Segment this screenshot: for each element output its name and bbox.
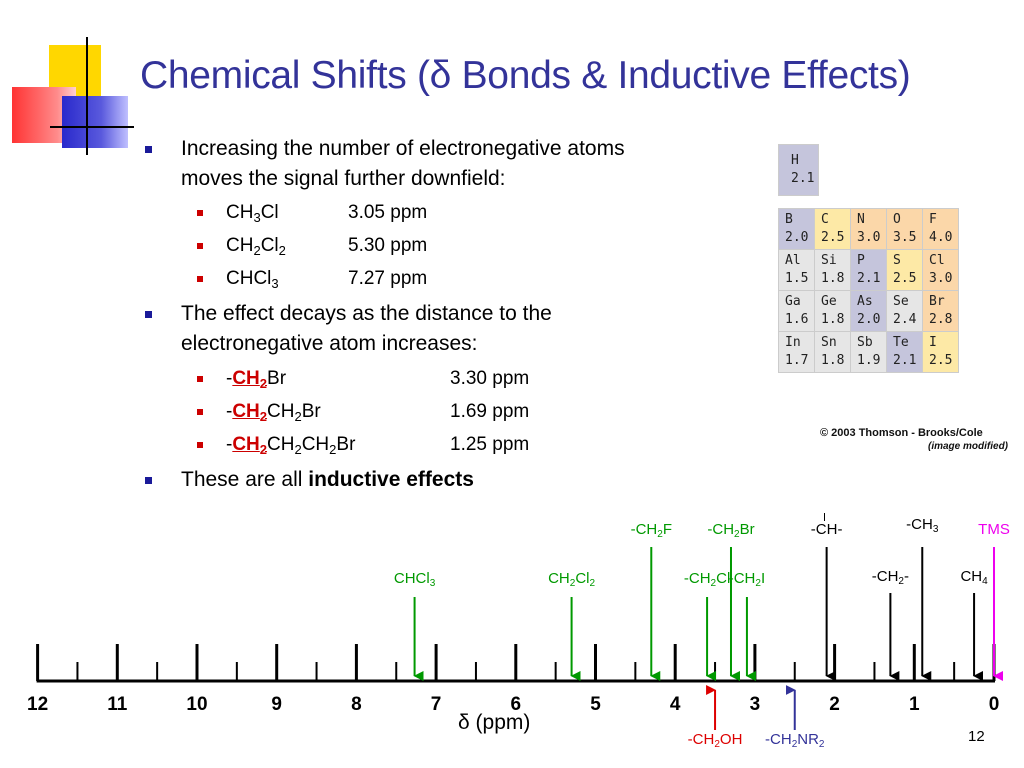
tick-label: 0 bbox=[988, 694, 1000, 715]
shift-marker-label: CHCl$_3$ bbox=[393, 570, 436, 589]
small-tick-mark bbox=[824, 513, 825, 521]
electronegativity: 2.5 bbox=[893, 271, 917, 286]
formula: $-CH_2CH_2Br$ bbox=[226, 401, 321, 424]
image-credit-note: (image modified) bbox=[928, 441, 1009, 452]
shift-marker-label: $-CH_2F$ bbox=[630, 521, 672, 540]
element-symbol: In bbox=[785, 335, 801, 350]
electronegativity: 2.5 bbox=[821, 230, 845, 245]
tick-label: 12 bbox=[27, 694, 49, 715]
electronegativity: 4.0 bbox=[929, 230, 953, 245]
element-symbol: Al bbox=[785, 253, 801, 268]
element-symbol: As bbox=[857, 294, 873, 309]
electronegativity: 1.8 bbox=[821, 353, 845, 368]
tick-label: 7 bbox=[430, 694, 442, 715]
bullet-text: The effect decays as the distance to the bbox=[181, 302, 552, 325]
image-credit: © 2003 Thomson - Brooks/Cole bbox=[820, 427, 983, 439]
electronegativity: 2.0 bbox=[857, 312, 881, 327]
formula: CHCl$_3$ bbox=[226, 268, 279, 291]
shift-marker-label: $CH_4$ bbox=[960, 568, 988, 587]
shift-value: 3.30 ppm bbox=[450, 368, 530, 389]
element-symbol: Cl bbox=[929, 253, 945, 268]
element-symbol: Se bbox=[893, 294, 909, 309]
tick-label: 8 bbox=[351, 694, 362, 715]
shift-value: 1.69 ppm bbox=[450, 401, 530, 422]
electronegativity: 3.0 bbox=[929, 271, 953, 286]
tick-label: 5 bbox=[590, 694, 601, 715]
shift-marker-label: $-CH_2-$ bbox=[871, 568, 909, 587]
electronegativity: 2.0 bbox=[785, 230, 809, 245]
formula: $CH_3Cl$ bbox=[226, 202, 279, 225]
electronegativity: 2.4 bbox=[893, 312, 917, 327]
element-symbol: B bbox=[785, 212, 793, 227]
element-symbol: Te bbox=[893, 335, 909, 350]
electronegativity: 2.1 bbox=[857, 271, 881, 286]
formula: $-CH_2Br$ bbox=[226, 368, 287, 391]
electronegativity: 1.5 bbox=[785, 271, 809, 286]
electronegativity: 2.8 bbox=[929, 312, 953, 327]
element-symbol: S bbox=[893, 253, 901, 268]
element-symbol: P bbox=[857, 253, 865, 268]
electronegativity: 1.6 bbox=[785, 312, 809, 327]
shift-marker-label: $CH_2Cl_2$ bbox=[548, 570, 596, 589]
element-symbol: Si bbox=[821, 253, 837, 268]
shift-value: 3.05 ppm bbox=[348, 202, 428, 223]
shift-value: 5.30 ppm bbox=[348, 235, 428, 256]
bullet-text: These are all bbox=[181, 468, 309, 491]
tick-label: 9 bbox=[271, 694, 282, 715]
tick-label: 4 bbox=[669, 694, 681, 715]
electronegativity: 1.7 bbox=[785, 353, 809, 368]
shift-value: 1.25 ppm bbox=[450, 434, 530, 455]
bullet-text: Increasing the number of electronegative atoms bbox=[181, 137, 625, 160]
electronegativity: 1.9 bbox=[857, 353, 881, 368]
shift-value: 7.27 ppm bbox=[348, 268, 428, 289]
formula: $-CH_2CH_2CH_2Br$ bbox=[226, 434, 356, 457]
element-symbol: I bbox=[929, 335, 937, 350]
electronegativity: 3.0 bbox=[857, 230, 881, 245]
shift-marker-label: $-CH_2I$ bbox=[728, 570, 766, 589]
page-number: 12 bbox=[968, 728, 985, 745]
element-symbol: O bbox=[893, 212, 901, 227]
formula: $CH_2Cl_2$ bbox=[226, 235, 286, 258]
bullet-text: moves the signal further downfield: bbox=[181, 167, 506, 190]
shift-marker-label: $-CH_3$ bbox=[906, 516, 939, 535]
element-symbol: F bbox=[929, 212, 937, 227]
element-symbol: Sn bbox=[821, 335, 837, 350]
shift-marker-label: $-CH_2Br$ bbox=[707, 521, 755, 540]
electronegativity: 2.5 bbox=[929, 353, 953, 368]
element-symbol: Ge bbox=[821, 294, 837, 309]
element-symbol: Ga bbox=[785, 294, 801, 309]
element-symbol: Sb bbox=[857, 335, 873, 350]
tick-label: 3 bbox=[749, 694, 761, 715]
slide-title: Chemical Shifts (δ Bonds & Inductive Effects) bbox=[140, 54, 911, 97]
tick-label: 6 bbox=[510, 694, 522, 715]
bullet-bold-text: inductive effects bbox=[308, 468, 474, 491]
element-symbol: C bbox=[821, 212, 829, 227]
tick-label: 11 bbox=[107, 694, 128, 715]
electronegativity: 3.5 bbox=[893, 230, 917, 245]
electronegativity: 2.1 bbox=[791, 171, 815, 186]
shift-marker-label: -CH- bbox=[810, 521, 843, 538]
tick-label: 10 bbox=[186, 694, 208, 715]
shift-marker-label: $-CH_2OH$ bbox=[687, 731, 743, 750]
element-symbol: Br bbox=[929, 294, 945, 309]
tick-label: 1 bbox=[909, 694, 920, 715]
shift-marker-label: $-CH_2NR_2$ bbox=[765, 731, 825, 750]
axis-label: δ (ppm) bbox=[458, 711, 531, 734]
electronegativity: 1.8 bbox=[821, 312, 845, 327]
bullet-text: electronegative atom increases: bbox=[181, 332, 478, 355]
tick-label: 2 bbox=[829, 694, 840, 715]
shift-marker-label: $-CH_2Cl$ bbox=[683, 570, 731, 589]
element-symbol: H bbox=[791, 153, 799, 168]
electronegativity: 1.8 bbox=[821, 271, 845, 286]
electronegativity: 2.1 bbox=[893, 353, 917, 368]
shift-marker-label: TMS bbox=[978, 521, 1010, 538]
element-symbol: N bbox=[857, 212, 865, 227]
